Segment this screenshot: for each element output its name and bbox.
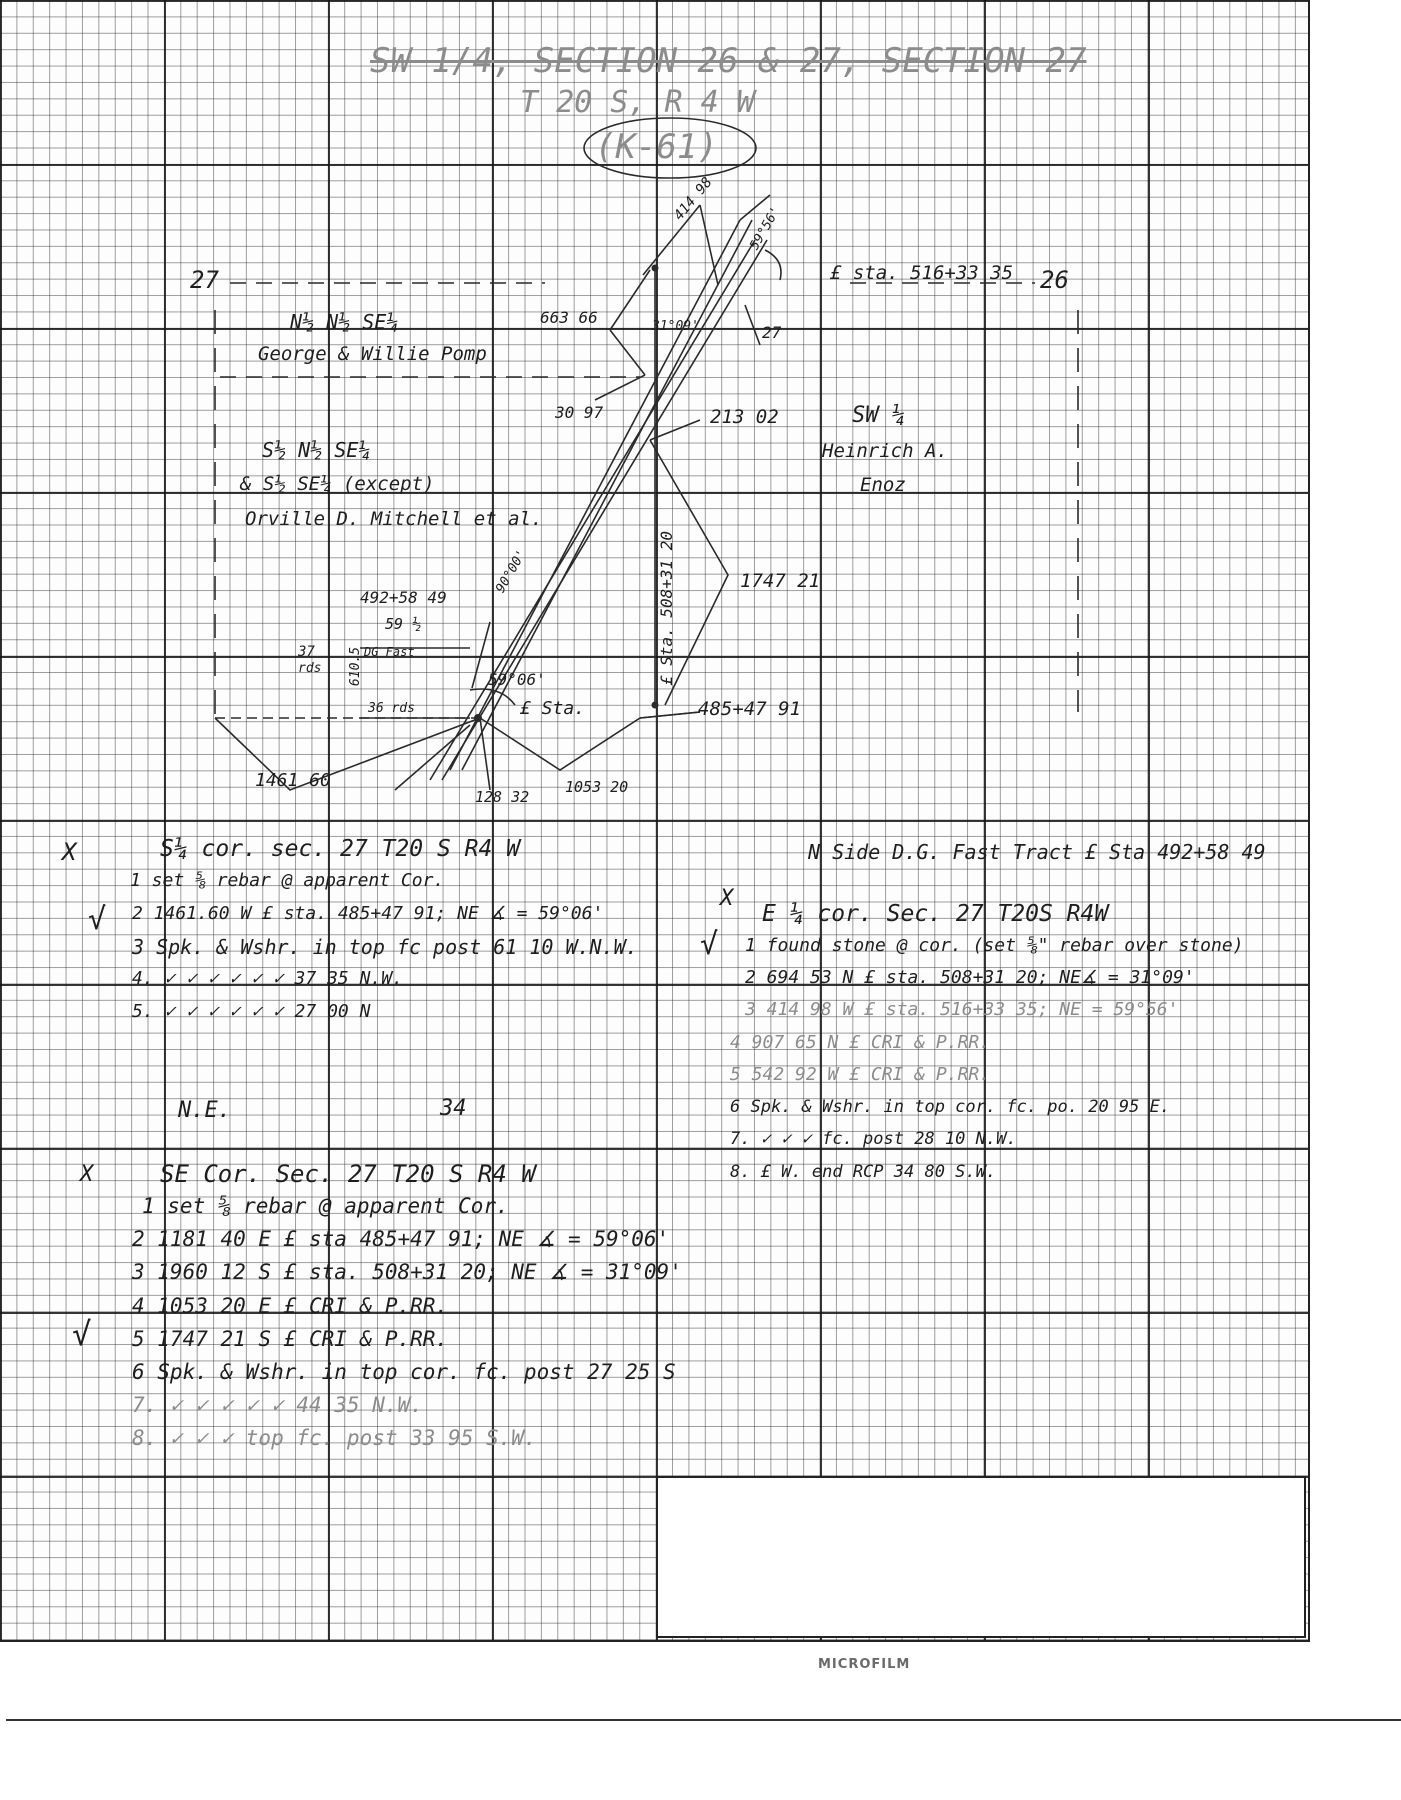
s-quarter-x-mark: X [62, 838, 77, 866]
bottom-rule [6, 1719, 1401, 1721]
s-quarter-line-5: 5. ✓ ✓ ✓ ✓ ✓ ✓ 27 00 N [132, 1001, 371, 1022]
parcel-s-half-label: S½ N½ SE¼ [262, 438, 371, 462]
parcel-sw-label: SW ¼ [852, 403, 905, 428]
se-corner-line-2: 2 1181 40 E £ sta 485+47 91; NE ∡ = 59°06' [132, 1227, 670, 1251]
se-corner-line-7: 7. ✓ ✓ ✓ ✓ ✓ 44 35 N.W. [132, 1393, 423, 1417]
angle-31-label: 31°09' [652, 319, 699, 334]
station-508-label: £ Sta. 508+31 20 [657, 530, 677, 686]
section-27-label-east: 27 [762, 323, 782, 342]
e-quarter-line-5: 5 542 92 W £ CRI & P.RR. [730, 1064, 991, 1085]
distance-59-5-label: 59 ½ [385, 615, 422, 633]
header-line-3: (K-61) [595, 127, 718, 167]
header-line-1: SW 1/4, SECTION 26 & 27, SECTION 27 [370, 41, 1087, 81]
title-block-box [656, 1476, 1306, 1638]
distance-1747-label: 1747 21 [740, 570, 821, 592]
distance-37-label: 37 [298, 644, 315, 660]
distance-1461-label: 1461 60 [255, 770, 331, 791]
dg-fast-label: DG Fast [364, 645, 415, 659]
e-quarter-line-4: 4 907 65 N £ CRI & P.RR. [730, 1032, 991, 1053]
owner-enoz-line-2: Enoz [860, 474, 906, 496]
distance-36-rods-label: 36 rds [368, 701, 415, 716]
s-quarter-line-1: 1 set ⅝ rebar @ apparent Cor. [130, 870, 445, 891]
header-line-2: T 20 S, R 4 W [520, 85, 755, 120]
angle-59-56-label: 59°56' [747, 204, 784, 253]
station-492-label: 492+58 49 [360, 588, 447, 607]
station-485-label: 485+47 91 [698, 698, 801, 720]
distance-30-label: 30 97 [555, 403, 604, 422]
parcel-s-half-se-label: & S½ SE¼ (except) [240, 473, 435, 495]
distance-663-label: 663 66 [540, 308, 598, 327]
e-quarter-line-7: 7. ✓ ✓ ✓ fc. post 28 10 N.W. [730, 1129, 1017, 1149]
e-quarter-x-mark: X [720, 886, 734, 911]
angle-90-label: 90°00' [493, 547, 530, 596]
section-26-label: 26 [1040, 266, 1069, 294]
e-quarter-line-2: 2 694 53 N £ sta. 508+31 20; NE∡ = 31°09' [745, 967, 1195, 988]
se-corner-line-6: 6 Spk. & Wshr. in top cor. fc. post 27 25 S [132, 1360, 676, 1384]
angle-59-06-label: 59°06' [488, 670, 546, 689]
parcel-n-half-label: N½ N½ SE¼ [290, 310, 399, 334]
rods-label: rds [298, 661, 322, 676]
microfilm-stamp: MICROFILM [818, 1657, 911, 1672]
se-corner-x-mark: X [80, 1162, 94, 1187]
distance-213-label: 213 02 [710, 406, 779, 428]
e-quarter-line-1: 1 found stone @ cor. (set ⅝" rebar over stone) [745, 935, 1244, 956]
se-corner-line-8: 8. ✓ ✓ ✓ top fc. post 33 95 S.W. [132, 1426, 537, 1450]
e-quarter-line-6: 6 Spk. & Wshr. in top cor. fc. po. 20 95 E. [730, 1097, 1171, 1117]
s-quarter-line-2: 2 1461.60 W £ sta. 485+47 91; NE ∡ = 59°06' [132, 903, 604, 924]
e-quarter-line-3: 3 414 98 W £ sta. 516+33 35; NE = 59°56' [745, 999, 1179, 1020]
se-corner-check: √ [72, 1315, 92, 1353]
owner-pomp-label: George & Willie Pomp [258, 343, 487, 365]
se-corner-line-4: 4 1053 20 E £ CRI & P.RR. [132, 1294, 449, 1318]
station-516-label: £ sta. 516+33 35 [830, 262, 1014, 284]
e-quarter-title: E ¼ cor. Sec. 27 T20S R4W [762, 901, 1109, 927]
distance-414-label: 414 98 [670, 174, 716, 224]
centerline-sta-label: £ Sta. [520, 698, 586, 719]
se-corner-line-5: 5 1747 21 S £ CRI & P.RR. [132, 1327, 449, 1351]
e-quarter-line-8: 8. £ W. end RCP 34 80 S.W. [730, 1162, 997, 1182]
dg-fast-tract-title: N Side D.G. Fast Tract £ Sta 492+58 49 [808, 840, 1266, 864]
s-quarter-title: S¼ cor. sec. 27 T20 S R4 W [160, 836, 521, 862]
section-27-label: 27 [190, 266, 219, 294]
ne-label: N.E. [178, 1098, 231, 1123]
distance-610-label: 610.5 [348, 646, 364, 687]
s-quarter-line-3: 3 Spk. & Wshr. in top fc post 61 10 W.N.W. [132, 935, 638, 959]
ne-label-34: 34 [440, 1096, 467, 1121]
e-quarter-check: √ [700, 927, 719, 962]
distance-1053-label: 1053 20 [565, 778, 629, 796]
se-corner-line-1: 1 set ⅝ rebar @ apparent Cor. [142, 1194, 509, 1218]
se-corner-line-3: 3 1960 12 S £ sta. 508+31 20; NE ∡ = 31°09' [132, 1260, 682, 1284]
distance-128-label: 128 32 [475, 788, 530, 806]
s-quarter-check: √ [88, 902, 107, 937]
se-corner-title: SE Cor. Sec. 27 T20 S R4 W [160, 1160, 536, 1188]
s-quarter-line-4: 4. ✓ ✓ ✓ ✓ ✓ ✓ 37 35 N.W. [132, 968, 403, 989]
owner-mitchell-label: Orville D. Mitchell et al. [245, 508, 543, 530]
owner-enoz-line-1: Heinrich A. [822, 440, 948, 462]
